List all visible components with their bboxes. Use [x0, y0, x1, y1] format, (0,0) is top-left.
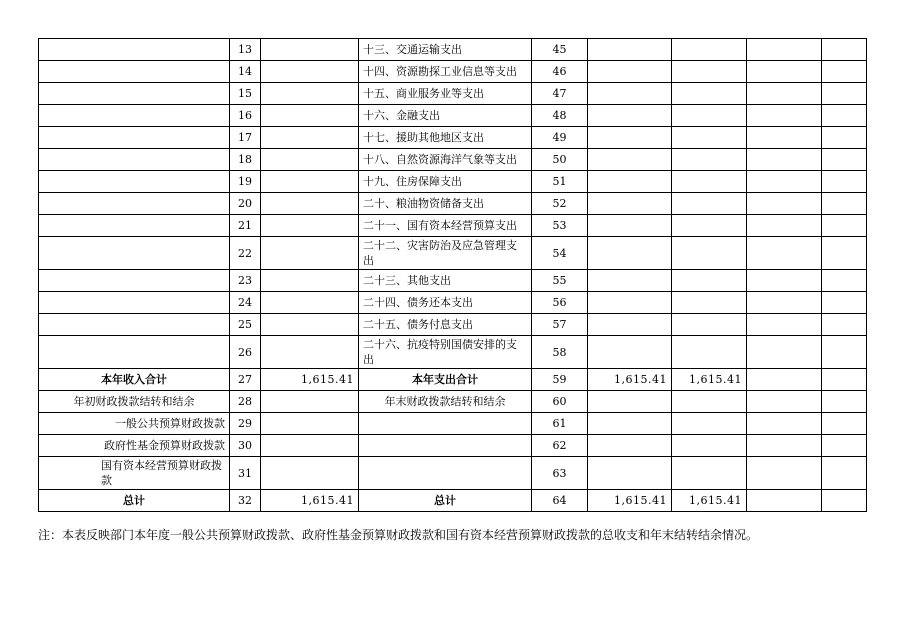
expense-amount-cell [588, 336, 672, 369]
expense-amount-cell [588, 270, 672, 292]
expense-amount-cell [588, 39, 672, 61]
income-line-number: 22 [230, 237, 261, 270]
table-row [39, 391, 867, 413]
expense-amount-cell [822, 292, 867, 314]
expense-amount-cell [588, 83, 672, 105]
expense-item-cell: 二十五、债务付息支出 [359, 314, 532, 336]
expense-amount-cell [822, 490, 867, 512]
expense-amount-cell [822, 171, 867, 193]
income-item-cell [39, 336, 230, 369]
expense-amount-cell [747, 369, 822, 391]
table-row [39, 435, 867, 457]
expense-line-number: 63 [532, 457, 588, 490]
carryover-end-label: 年末财政拨款结转和结余 [359, 391, 532, 413]
expense-amount-cell [588, 127, 672, 149]
expense-line-number: 50 [532, 149, 588, 171]
grand-total-amount: 1,615.41 [672, 490, 747, 512]
income-amount-cell [261, 457, 359, 490]
income-item-cell [39, 105, 230, 127]
expense-amount-cell [822, 83, 867, 105]
income-line-number: 24 [230, 292, 261, 314]
expense-amount-cell [672, 61, 747, 83]
grand-total-row [39, 490, 867, 512]
table-row [39, 457, 867, 490]
income-amount-cell [261, 435, 359, 457]
income-item-cell [39, 292, 230, 314]
expense-amount-cell [672, 171, 747, 193]
income-amount-cell [261, 193, 359, 215]
expense-item-cell [359, 413, 532, 435]
expense-amount-cell [822, 270, 867, 292]
expense-amount-cell [672, 39, 747, 61]
income-total-amount: 1,615.41 [261, 369, 359, 391]
income-amount-cell [261, 61, 359, 83]
expense-amount-cell [588, 435, 672, 457]
income-item-cell: 国有资本经营预算财政拨款 [39, 457, 230, 490]
expense-line-number: 64 [532, 490, 588, 512]
expense-item-cell: 二十六、抗疫特别国债安排的支出 [359, 336, 532, 369]
expense-total-label: 本年支出合计 [359, 369, 532, 391]
expense-amount-cell [747, 83, 822, 105]
expense-item-cell: 十五、商业服务业等支出 [359, 83, 532, 105]
income-line-number: 26 [230, 336, 261, 369]
expense-amount-cell [822, 193, 867, 215]
expense-amount-cell [747, 292, 822, 314]
income-amount-cell [261, 314, 359, 336]
carryover-begin-label: 年初财政拨款结转和结余 [39, 391, 230, 413]
expense-line-number: 55 [532, 270, 588, 292]
expense-amount-cell [747, 171, 822, 193]
expense-amount-cell [747, 39, 822, 61]
expense-line-number: 58 [532, 336, 588, 369]
expense-amount-cell [822, 391, 867, 413]
expense-amount-cell [672, 127, 747, 149]
table-row [39, 314, 867, 336]
income-amount-cell [261, 83, 359, 105]
income-line-number: 16 [230, 105, 261, 127]
income-item-cell [39, 39, 230, 61]
expense-amount-cell [672, 292, 747, 314]
expense-item-cell: 二十、粮油物资储备支出 [359, 193, 532, 215]
expense-amount-cell [672, 237, 747, 270]
expense-amount-cell [822, 105, 867, 127]
table-row [39, 413, 867, 435]
expense-item-cell [359, 435, 532, 457]
expense-line-number: 56 [532, 292, 588, 314]
expense-item-cell: 二十三、其他支出 [359, 270, 532, 292]
expense-amount-cell [588, 237, 672, 270]
expense-amount-cell [588, 314, 672, 336]
income-line-number: 21 [230, 215, 261, 237]
table-row [39, 237, 867, 270]
income-line-number: 20 [230, 193, 261, 215]
income-amount-cell [261, 39, 359, 61]
expense-amount-cell [588, 292, 672, 314]
expense-item-cell: 二十一、国有资本经营预算支出 [359, 215, 532, 237]
income-item-cell [39, 171, 230, 193]
income-item-cell [39, 193, 230, 215]
expense-item-cell: 十六、金融支出 [359, 105, 532, 127]
expense-amount-cell [672, 83, 747, 105]
expense-item-cell: 二十四、债务还本支出 [359, 292, 532, 314]
income-amount-cell [261, 292, 359, 314]
expense-amount-cell [822, 215, 867, 237]
expense-amount-cell [822, 61, 867, 83]
expense-amount-cell [822, 149, 867, 171]
income-item-cell [39, 83, 230, 105]
expense-amount-cell [672, 193, 747, 215]
expense-line-number: 54 [532, 237, 588, 270]
expense-amount-cell [822, 39, 867, 61]
expense-amount-cell [822, 127, 867, 149]
expense-amount-cell [672, 413, 747, 435]
expense-amount-cell [747, 270, 822, 292]
expense-amount-cell [672, 314, 747, 336]
income-total-label: 本年收入合计 [39, 369, 230, 391]
expense-amount-cell [747, 314, 822, 336]
expense-amount-cell [747, 61, 822, 83]
table-row [39, 61, 867, 83]
grand-total-label: 总计 [359, 490, 532, 512]
expense-line-number: 52 [532, 193, 588, 215]
table-row [39, 193, 867, 215]
income-line-number: 31 [230, 457, 261, 490]
income-item-cell [39, 314, 230, 336]
expense-line-number: 51 [532, 171, 588, 193]
table-row [39, 83, 867, 105]
grand-total-amount: 1,615.41 [261, 490, 359, 512]
income-line-number: 19 [230, 171, 261, 193]
income-item-cell [39, 237, 230, 270]
expense-amount-cell [588, 149, 672, 171]
expense-line-number: 48 [532, 105, 588, 127]
expense-line-number: 53 [532, 215, 588, 237]
table-row [39, 39, 867, 61]
expense-amount-cell [672, 149, 747, 171]
budget-table [38, 38, 867, 512]
expense-amount-cell [747, 149, 822, 171]
expense-amount-cell [747, 105, 822, 127]
income-amount-cell [261, 270, 359, 292]
income-amount-cell [261, 127, 359, 149]
expense-amount-cell [672, 215, 747, 237]
table-row [39, 270, 867, 292]
expense-line-number: 47 [532, 83, 588, 105]
expense-amount-cell [822, 369, 867, 391]
expense-line-number: 45 [532, 39, 588, 61]
income-total-row [39, 369, 867, 391]
income-line-number: 30 [230, 435, 261, 457]
table-row [39, 292, 867, 314]
table-row [39, 336, 867, 369]
income-item-cell [39, 127, 230, 149]
table-row [39, 127, 867, 149]
expense-amount-cell [822, 336, 867, 369]
expense-line-number: 59 [532, 369, 588, 391]
expense-amount-cell [747, 127, 822, 149]
table-row [39, 171, 867, 193]
expense-line-number: 57 [532, 314, 588, 336]
expense-amount-cell [588, 105, 672, 127]
expense-line-number: 61 [532, 413, 588, 435]
income-amount-cell [261, 105, 359, 127]
expense-amount-cell [747, 391, 822, 413]
income-item-cell [39, 61, 230, 83]
expense-amount-cell [747, 336, 822, 369]
expense-amount-cell [588, 215, 672, 237]
expense-line-number: 46 [532, 61, 588, 83]
income-line-number: 17 [230, 127, 261, 149]
income-line-number: 18 [230, 149, 261, 171]
expense-item-cell: 十八、自然资源海洋气象等支出 [359, 149, 532, 171]
expense-amount-cell [588, 457, 672, 490]
expense-amount-cell [672, 391, 747, 413]
table-row [39, 149, 867, 171]
income-line-number: 29 [230, 413, 261, 435]
expense-amount-cell [672, 270, 747, 292]
expense-item-cell: 二十二、灾害防治及应急管理支出 [359, 237, 532, 270]
income-line-number: 15 [230, 83, 261, 105]
expense-amount-cell [747, 490, 822, 512]
income-item-cell: 政府性基金预算财政拨款 [39, 435, 230, 457]
expense-line-number: 62 [532, 435, 588, 457]
footnote: 注：本表反映部门本年度一般公共预算财政拨款、政府性基金预算财政拨款和国有资本经营预算财政拨款的总收支和年末结转结余情况。 [38, 528, 759, 542]
income-line-number: 32 [230, 490, 261, 512]
income-amount-cell [261, 171, 359, 193]
income-line-number: 23 [230, 270, 261, 292]
expense-line-number: 49 [532, 127, 588, 149]
table-row [39, 105, 867, 127]
income-amount-cell [261, 336, 359, 369]
expense-amount-cell [747, 215, 822, 237]
grand-total-label: 总计 [39, 490, 230, 512]
table-row [39, 215, 867, 237]
expense-amount-cell [747, 413, 822, 435]
income-amount-cell [261, 413, 359, 435]
expense-amount-cell [747, 193, 822, 215]
expense-amount-cell [588, 193, 672, 215]
expense-amount-cell [822, 457, 867, 490]
expense-amount-cell [822, 413, 867, 435]
expense-amount-cell [822, 314, 867, 336]
income-line-number: 25 [230, 314, 261, 336]
expense-amount-cell [822, 237, 867, 270]
income-item-cell [39, 215, 230, 237]
expense-amount-cell [747, 237, 822, 270]
income-line-number: 13 [230, 39, 261, 61]
expense-total-amount: 1,615.41 [588, 369, 672, 391]
expense-amount-cell [672, 457, 747, 490]
expense-amount-cell [672, 435, 747, 457]
expense-item-cell: 十七、援助其他地区支出 [359, 127, 532, 149]
income-item-cell [39, 149, 230, 171]
expense-item-cell: 十三、交通运输支出 [359, 39, 532, 61]
grand-total-amount: 1,615.41 [588, 490, 672, 512]
income-amount-cell [261, 391, 359, 413]
income-line-number: 28 [230, 391, 261, 413]
income-line-number: 27 [230, 369, 261, 391]
expense-item-cell: 十四、资源勘探工业信息等支出 [359, 61, 532, 83]
expense-total-amount: 1,615.41 [672, 369, 747, 391]
expense-amount-cell [588, 413, 672, 435]
expense-amount-cell [588, 171, 672, 193]
income-amount-cell [261, 215, 359, 237]
expense-amount-cell [672, 105, 747, 127]
income-item-cell: 一般公共预算财政拨款 [39, 413, 230, 435]
expense-amount-cell [672, 336, 747, 369]
income-item-cell [39, 270, 230, 292]
expense-line-number: 60 [532, 391, 588, 413]
expense-amount-cell [822, 435, 867, 457]
expense-amount-cell [588, 61, 672, 83]
income-line-number: 14 [230, 61, 261, 83]
expense-amount-cell [747, 457, 822, 490]
expense-amount-cell [588, 391, 672, 413]
expense-amount-cell [747, 435, 822, 457]
income-amount-cell [261, 237, 359, 270]
expense-item-cell: 十九、住房保障支出 [359, 171, 532, 193]
income-amount-cell [261, 149, 359, 171]
expense-item-cell [359, 457, 532, 490]
